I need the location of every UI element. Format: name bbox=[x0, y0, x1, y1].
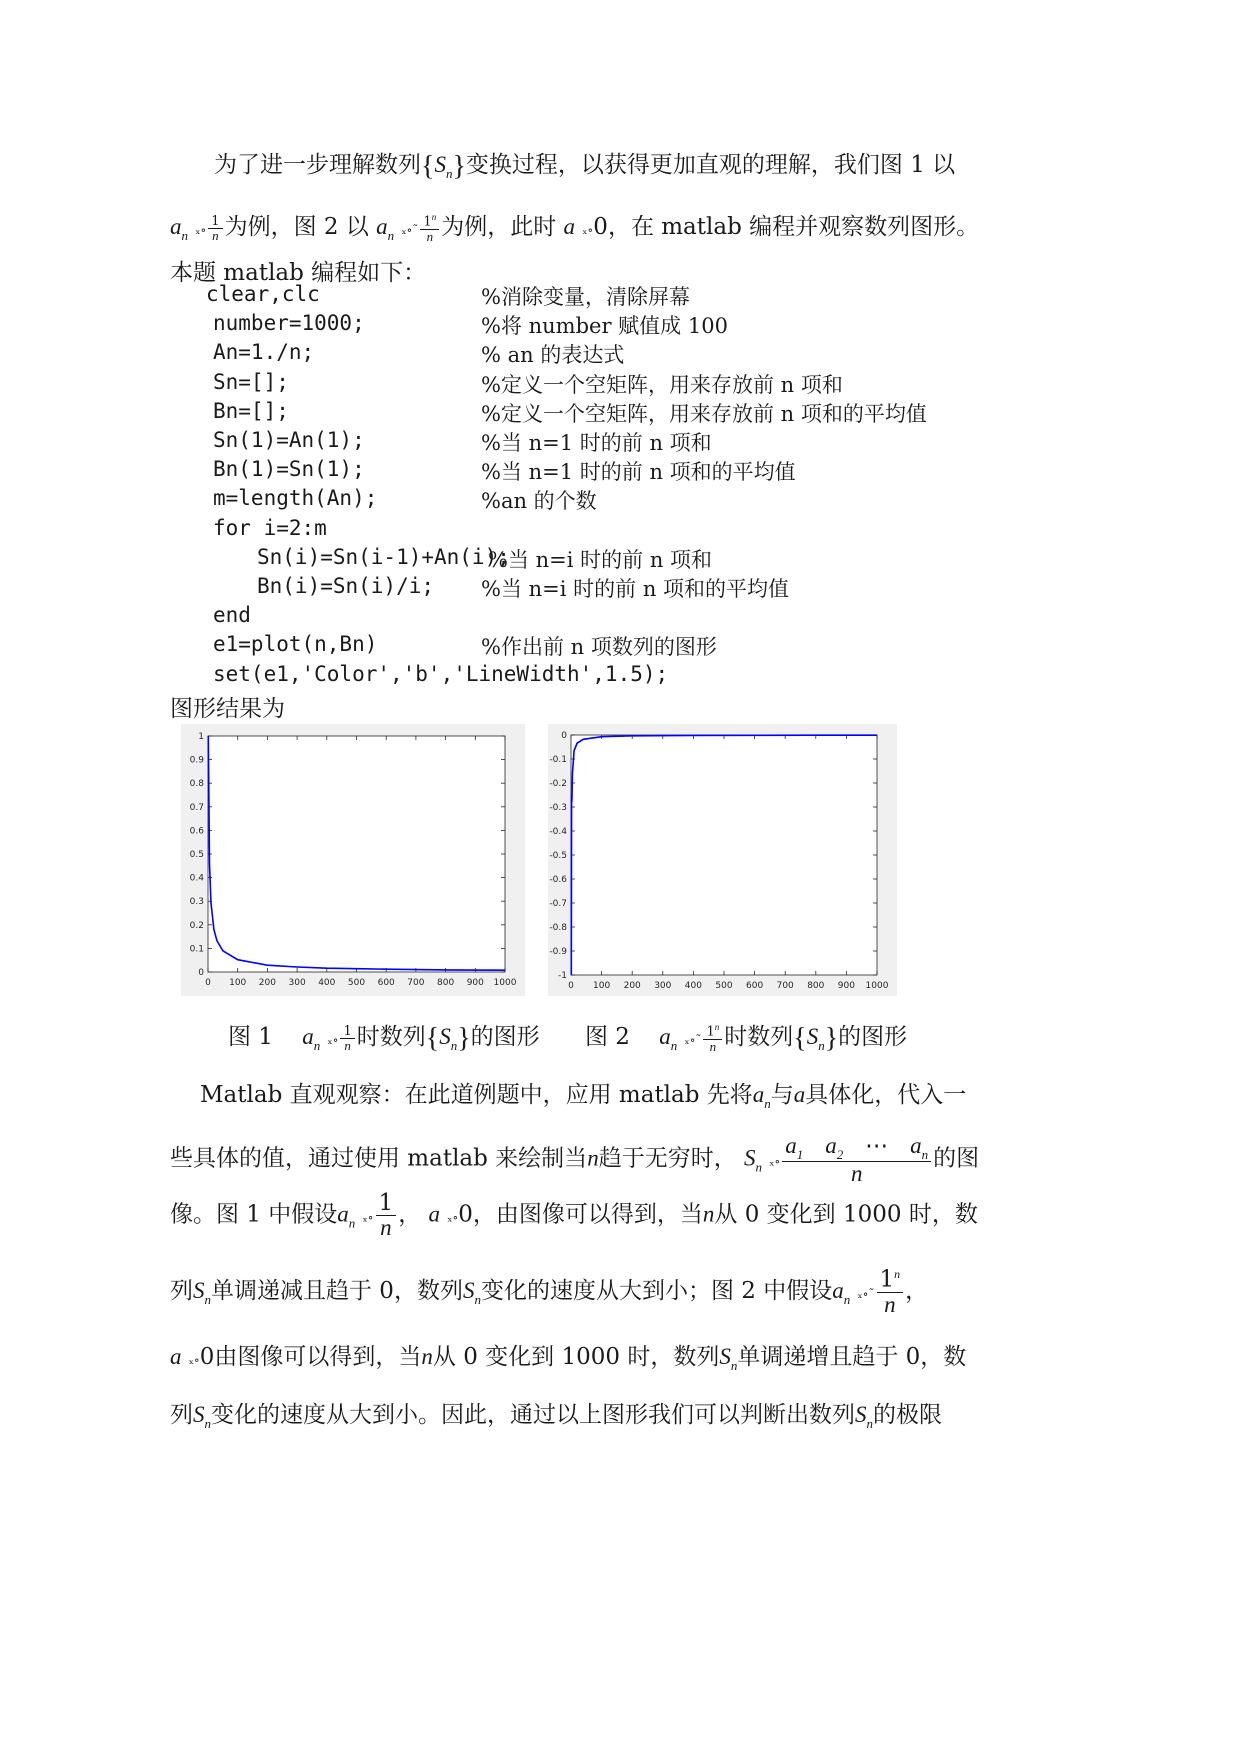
math-symbol: a bbox=[302, 1024, 314, 1049]
x-tick-label: 200 bbox=[258, 978, 276, 988]
term-a: a bbox=[785, 1133, 797, 1158]
code-comment: %当 n=i 时的前 n 项和的平均值 bbox=[481, 577, 790, 601]
brace: { bbox=[425, 1023, 440, 1054]
math-zero: 0 bbox=[458, 1201, 473, 1228]
brace: } bbox=[452, 151, 466, 182]
y-tick-label: -1 bbox=[558, 971, 567, 981]
analysis-text: 单调递增且趋于 0，数 bbox=[737, 1344, 967, 1370]
code-comment: %定义一个空矩阵，用来存放前 n 项和的平均值 bbox=[481, 401, 927, 426]
math-symbol: a bbox=[659, 1024, 671, 1049]
fraction bbox=[877, 1268, 904, 1316]
y-tick-label: 0.2 bbox=[189, 920, 204, 931]
fraction bbox=[208, 215, 222, 242]
y-tick-label: 0.1 bbox=[189, 944, 204, 955]
x-tick-label: 900 bbox=[837, 981, 855, 991]
analysis-text: 由图像可以得到，当 bbox=[214, 1344, 422, 1370]
x-tick-label: 400 bbox=[684, 981, 702, 991]
math-symbol: S bbox=[193, 1277, 205, 1303]
x-tick-label: 700 bbox=[407, 978, 425, 988]
x-tick-label: 500 bbox=[715, 981, 733, 991]
result-label: 图形结果为 bbox=[170, 696, 285, 722]
math-symbol: S bbox=[439, 1024, 451, 1049]
x-tick-label: 400 bbox=[318, 978, 336, 988]
x-tick-label: 1000 bbox=[493, 978, 517, 988]
figure-1-chart bbox=[181, 724, 525, 996]
intro-line-1 bbox=[214, 146, 955, 182]
math-symbol: S bbox=[806, 1024, 819, 1049]
math-subscript: n bbox=[764, 1096, 771, 1111]
denominator: n bbox=[426, 228, 434, 244]
garbled-glyph: ₓ∘ bbox=[582, 223, 594, 237]
analysis-text: 趋于无穷时， bbox=[598, 1145, 737, 1172]
math-symbol: S bbox=[193, 1402, 205, 1427]
x-tick-label: 0 bbox=[205, 978, 211, 988]
x-tick-label: 0 bbox=[568, 981, 574, 991]
code-comment: %当 n=i 时的前 n 项和 bbox=[488, 547, 713, 572]
numerator: 1 bbox=[340, 1025, 354, 1039]
brace: { bbox=[421, 151, 435, 182]
analysis-line-5 bbox=[170, 1338, 966, 1374]
math-zero: 0 bbox=[593, 214, 608, 240]
math-symbol: a bbox=[376, 214, 388, 239]
x-tick-label: 600 bbox=[377, 978, 395, 988]
numerator: 1 bbox=[208, 215, 222, 229]
numerator: 1 bbox=[376, 1192, 397, 1216]
analysis-text: 些具体的值，通过使用 matlab 来绘制当 bbox=[170, 1145, 588, 1172]
intro-line-3: 本题 matlab 编程如下： bbox=[170, 260, 427, 286]
code-comment: %定义一个空矩阵，用来存放前 n 项和 bbox=[481, 372, 843, 397]
y-tick-label: 0.6 bbox=[189, 826, 204, 837]
term-subscript: n bbox=[921, 1147, 929, 1162]
analysis-text: 具体化，代入一 bbox=[805, 1082, 967, 1108]
analysis-text: ， bbox=[905, 1277, 929, 1304]
math-symbol: S bbox=[719, 1344, 731, 1369]
math-symbol: a bbox=[793, 1082, 806, 1107]
analysis-text: 从 0 变化到 1000 时，数 bbox=[714, 1201, 978, 1228]
denominator: n bbox=[884, 1291, 896, 1317]
y-tick-label: -0.6 bbox=[549, 875, 567, 885]
y-tick-label: -0.7 bbox=[549, 899, 567, 909]
math-subscript: n bbox=[181, 228, 188, 243]
math-symbol: S bbox=[744, 1145, 756, 1171]
code-comment: %当 n=1 时的前 n 项和的平均值 bbox=[481, 460, 796, 485]
garbled-glyph: ₓ∘ bbox=[195, 223, 207, 237]
analysis-text: 变化的速度从大到小；图 2 中假设 bbox=[480, 1277, 833, 1304]
math-symbol: S bbox=[462, 1277, 475, 1303]
exponent: n bbox=[894, 1267, 901, 1281]
garbled-glyph: ₓ∘ bbox=[327, 1033, 339, 1047]
y-tick-label: 0.7 bbox=[189, 802, 204, 813]
ellipsis: ⋯ bbox=[865, 1133, 889, 1159]
math-symbol: n bbox=[421, 1344, 433, 1369]
code-line: Bn(i)=Sn(i)/i; bbox=[257, 574, 435, 598]
intro-text: 为了进一步理解数列 bbox=[214, 152, 421, 178]
term-a: a bbox=[825, 1133, 837, 1158]
code-comment: % an 的表达式 bbox=[481, 343, 625, 368]
plot-area bbox=[208, 736, 505, 972]
math-subscript: n bbox=[387, 228, 395, 243]
numerator-base: 1 bbox=[423, 214, 432, 230]
garbled-glyph: ₓ∘ bbox=[188, 1353, 200, 1367]
math-subscript: n bbox=[843, 1291, 851, 1307]
analysis-text: 与 bbox=[770, 1082, 794, 1108]
garbled-glyph: ₓ∘˜ bbox=[401, 223, 419, 237]
denominator: n bbox=[709, 1038, 717, 1054]
math-symbol: a bbox=[563, 214, 576, 239]
y-tick-label: -0.5 bbox=[549, 851, 567, 861]
analysis-text: 从 0 变化到 1000 时，数列 bbox=[432, 1344, 720, 1370]
y-tick-label: -0.4 bbox=[549, 827, 567, 837]
code-line: Sn=[]; bbox=[213, 369, 289, 394]
term-subscript: 1 bbox=[796, 1147, 804, 1162]
x-tick-label: 500 bbox=[347, 978, 366, 988]
math-subscript: n bbox=[755, 1159, 762, 1175]
math-subscript: n bbox=[204, 1291, 211, 1307]
y-tick-label: -0.9 bbox=[549, 947, 567, 957]
caption-text: 的图形 bbox=[470, 1024, 540, 1050]
numerator-base: 1 bbox=[706, 1024, 715, 1040]
math-subscript: n bbox=[204, 1416, 211, 1431]
analysis-text: 列 bbox=[170, 1402, 193, 1428]
math-subscript: n bbox=[818, 1038, 825, 1053]
analysis-text: 列 bbox=[170, 1277, 193, 1304]
code-line: for i=2:m bbox=[213, 515, 327, 540]
brace: } bbox=[457, 1023, 471, 1054]
code-comment: %an 的个数 bbox=[481, 489, 597, 514]
x-tick-label: 300 bbox=[654, 981, 672, 991]
analysis-text: 的图 bbox=[933, 1145, 980, 1172]
x-tick-label: 900 bbox=[466, 978, 484, 988]
math-symbol: a bbox=[337, 1201, 349, 1227]
fraction bbox=[420, 213, 439, 242]
figure-1-svg bbox=[181, 724, 525, 996]
term-a: a bbox=[910, 1133, 922, 1158]
analysis-line-4 bbox=[170, 1268, 928, 1316]
analysis-text: 单调递减且趋于 0，数列 bbox=[211, 1277, 463, 1304]
x-tick-label: 300 bbox=[288, 978, 306, 988]
brace: { bbox=[793, 1023, 807, 1054]
math-subscript: n bbox=[313, 1038, 321, 1053]
y-tick-label: 0.9 bbox=[189, 755, 204, 766]
analysis-text: Matlab 直观观察：在此道例题中，应用 matlab 先将 bbox=[200, 1082, 753, 1108]
y-tick-label: -0.1 bbox=[549, 755, 567, 765]
math-symbol: S bbox=[855, 1402, 867, 1427]
numerator bbox=[877, 1268, 904, 1293]
garbled-glyph: ₓ∘˜ bbox=[857, 1286, 875, 1301]
code-line: Bn(1)=Sn(1); bbox=[213, 457, 365, 482]
numerator bbox=[782, 1134, 931, 1162]
denominator: n bbox=[212, 227, 219, 243]
math-symbol: a bbox=[170, 1344, 182, 1369]
math-symbol: a bbox=[170, 214, 182, 239]
analysis-text: 的极限 bbox=[873, 1402, 942, 1428]
numerator-base: 1 bbox=[879, 1266, 895, 1293]
code-line: Bn=[]; bbox=[213, 398, 289, 423]
math-subscript: n bbox=[866, 1416, 873, 1431]
fraction bbox=[703, 1023, 722, 1052]
y-tick-label: -0.8 bbox=[549, 923, 567, 933]
math-subscript: n bbox=[670, 1038, 678, 1053]
caption-text: 的图形 bbox=[838, 1024, 908, 1050]
x-tick-label: 1000 bbox=[865, 981, 889, 991]
figure-2-svg bbox=[548, 724, 897, 996]
math-subscript: n bbox=[445, 166, 453, 181]
math-subscript: n bbox=[730, 1358, 738, 1373]
code-comment: %将 number 赋值成 100 bbox=[481, 314, 728, 339]
code-comment: %当 n=1 时的前 n 项和 bbox=[481, 431, 712, 455]
math-zero: 0 bbox=[199, 1344, 215, 1370]
y-tick-label: 0.8 bbox=[189, 779, 204, 790]
code-line: set(e1,'Color','b','LineWidth',1.5); bbox=[213, 661, 669, 686]
math-symbol: n bbox=[702, 1201, 715, 1227]
x-tick-label: 800 bbox=[437, 978, 455, 988]
garbled-glyph: ₓ∘ bbox=[362, 1210, 374, 1225]
analysis-text: 像。图 1 中假设 bbox=[170, 1201, 338, 1228]
x-tick-label: 600 bbox=[746, 981, 764, 991]
y-tick-label: 0.3 bbox=[189, 897, 204, 908]
analysis-line-3 bbox=[170, 1192, 978, 1239]
math-subscript: n bbox=[474, 1291, 481, 1307]
math-subscript: n bbox=[348, 1215, 356, 1231]
caption-label: 图 1 bbox=[228, 1024, 273, 1050]
code-line: end bbox=[213, 603, 251, 628]
intro-text: 为例，此时 bbox=[441, 214, 557, 240]
caption-label: 图 2 bbox=[585, 1024, 630, 1050]
plot-area bbox=[571, 735, 877, 975]
x-tick-label: 800 bbox=[807, 981, 825, 991]
analysis-line-2 bbox=[170, 1134, 979, 1185]
code-line: Sn(1)=An(1); bbox=[213, 428, 365, 452]
y-tick-label: 0.4 bbox=[189, 873, 204, 884]
x-tick-label: 200 bbox=[623, 981, 641, 991]
x-tick-label: 100 bbox=[229, 978, 247, 988]
intro-text: 变换过程，以获得更加直观的理解，我们图 1 以 bbox=[465, 152, 956, 178]
denominator: n bbox=[850, 1161, 863, 1186]
code-comment: %作出前 n 项数列的图形 bbox=[481, 635, 717, 660]
y-tick-label: 1 bbox=[198, 732, 204, 742]
x-tick-label: 700 bbox=[776, 981, 794, 991]
y-tick-label: 0 bbox=[561, 731, 567, 741]
figure-2-chart bbox=[548, 724, 897, 996]
math-subscript: n bbox=[450, 1038, 458, 1053]
math-symbol: n bbox=[587, 1145, 599, 1171]
brace: } bbox=[824, 1023, 839, 1054]
term-subscript: 2 bbox=[836, 1147, 844, 1162]
y-tick-label: -0.3 bbox=[549, 803, 567, 813]
code-line: number=1000; bbox=[213, 311, 365, 336]
code-line: clear,clc bbox=[206, 282, 320, 306]
code-line: Sn(i)=Sn(i-1)+An(i); bbox=[257, 544, 510, 569]
denominator: n bbox=[380, 1215, 392, 1240]
intro-text: ，在 matlab 编程并观察数列图形。 bbox=[607, 214, 980, 240]
analysis-text: ， bbox=[398, 1201, 422, 1228]
fraction bbox=[782, 1134, 931, 1185]
caption-text: 时数列 bbox=[724, 1024, 794, 1050]
y-tick-label: 0 bbox=[198, 968, 204, 978]
fraction bbox=[376, 1192, 397, 1239]
code-line: An=1./n; bbox=[213, 340, 315, 365]
figure-2-caption bbox=[585, 1018, 907, 1054]
analysis-text: 变化的速度从大到小。因此，通过以上图形我们可以判断出数列 bbox=[211, 1402, 855, 1428]
analysis-line-6 bbox=[170, 1396, 942, 1432]
code-line: e1=plot(n,Bn) bbox=[213, 632, 378, 657]
caption-text: 时数列 bbox=[356, 1024, 426, 1050]
code-comment: %消除变量，清除屏幕 bbox=[481, 285, 690, 309]
numerator bbox=[420, 213, 439, 229]
x-tick-label: 100 bbox=[593, 981, 611, 991]
analysis-text: ，由图像可以得到，当 bbox=[472, 1201, 703, 1228]
garbled-glyph: ₓ∘ bbox=[447, 1210, 459, 1225]
intro-text: 为例，图 2 以 bbox=[224, 214, 369, 240]
garbled-glyph: ₓ∘˜ bbox=[684, 1033, 702, 1047]
figure-1-caption bbox=[228, 1018, 540, 1054]
analysis-line-1 bbox=[200, 1076, 966, 1112]
y-tick-label: -0.2 bbox=[549, 779, 567, 789]
fraction bbox=[340, 1025, 354, 1052]
y-tick-label: 0.5 bbox=[189, 850, 204, 860]
intro-line-2 bbox=[170, 208, 979, 244]
math-symbol: a bbox=[752, 1082, 765, 1107]
numerator bbox=[703, 1023, 722, 1039]
exponent: n bbox=[431, 212, 437, 223]
math-symbol: a bbox=[832, 1277, 844, 1303]
garbled-glyph: ₓ∘ bbox=[769, 1154, 781, 1169]
math-symbol: S bbox=[434, 152, 446, 177]
exponent: n bbox=[714, 1022, 720, 1033]
denominator: n bbox=[344, 1037, 351, 1053]
code-line: m=length(An); bbox=[213, 486, 378, 511]
math-symbol: a bbox=[428, 1201, 440, 1227]
